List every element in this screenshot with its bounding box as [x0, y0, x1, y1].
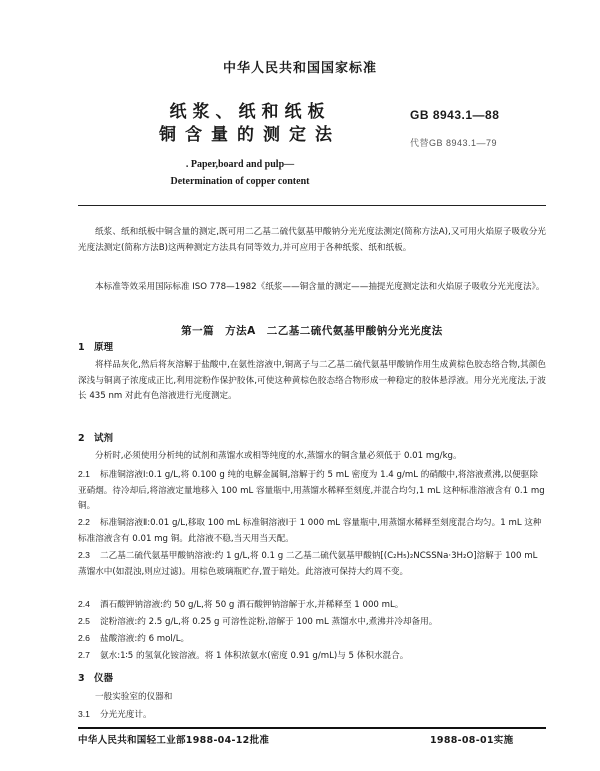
intro-paragraph-1: 纸浆、纸和纸板中铜含量的测定,既可用二乙基二硫代氨基甲酸钠分光光度法测定(简称方法A),又可用火焰原子吸收分光光度法测定(简称方法B)这两种测定方法具有同等效力,并可应用于各种纸浆、纸和纸板。 [78, 227, 546, 253]
title-line-2: 铜含量的测定法 [159, 125, 341, 145]
list-item [78, 548, 546, 580]
list-item [78, 648, 546, 665]
intro-paragraph-2: 本标准等效采用国际标准 ISO 778—1982《纸浆——铜含量的测定——抽提光度测定法和火焰原子吸收分光光度法》。 [95, 282, 545, 292]
header-divider [78, 205, 546, 206]
item-text: 二乙基二硫代氨基甲酸钠溶液:约 1 g/L,将 0.1 g 二乙基二硫代氨基甲酸钠[(C₂H₅)₂NCSSNa·3H₂O]溶解于 100 mL 蒸馏水中(如混浊,则应过滤)。用棕色玻璃瓶贮存,置于暗处。此溶液可保持大约周不变。 [78, 551, 538, 577]
section-2-intro: 分析时,必须使用分析纯的试剂和蒸馏水或相等纯度的水,蒸馏水的铜含量必须低于 0.01 mg/kg。 [95, 451, 462, 461]
english-title-line-2: Determination of copper content [170, 176, 310, 187]
section-3-intro: 一般实验室的仪器和 [95, 692, 173, 702]
section-1-heading [78, 339, 113, 353]
standard-body-title: 中华人民共和国国家标准 [222, 61, 377, 76]
english-title [120, 156, 360, 190]
list-item [78, 707, 546, 724]
item-number: 2.1 [78, 469, 90, 479]
item-text: 淀粉溶液:约 2.5 g/L,将 0.25 g 可溶性淀粉,溶解于 100 mL 蒸馏水中,煮沸并冷却备用。 [100, 617, 438, 627]
section-number: 1 [78, 342, 85, 353]
title-line-1: 纸浆、纸和纸板 [169, 102, 331, 122]
item-text: 氨水:1∶5 的氢氧化铵溶液。将 1 体积浓氨水(密度 0.91 g/mL)与 5 体积水混合。 [100, 651, 409, 661]
section-title: 原理 [93, 342, 113, 353]
item-text: 标准铜溶液Ⅱ:0.01 g/L,移取 100 mL 标准铜溶液Ⅰ于 1 000 mL 容量瓶中,用蒸馏水稀释至刻度混合均匀。1 mL 这种标准溶液含有 0.01 mg 铜。此溶液不稳,当天用当天配。 [78, 518, 542, 544]
standard-number: GB 8943.1—88 [410, 108, 500, 122]
section-title: 仪器 [93, 673, 113, 684]
section-number: 2 [78, 433, 85, 444]
item-number: 2.3 [78, 550, 90, 560]
section-number: 3 [78, 673, 85, 684]
item-number: 2.5 [78, 616, 90, 626]
part-heading: 第一篇 方法A 二乙基二硫代氨基甲酸钠分光光度法 [181, 325, 443, 337]
item-text: 盐酸溶液:约 6 mol/L。 [100, 634, 190, 644]
section-title: 试剂 [93, 433, 113, 444]
item-number: 2.4 [78, 599, 90, 609]
implementation-date: 1988-08-01实施 [430, 735, 514, 746]
item-text: 分光光度计。 [100, 710, 152, 720]
item-number: 2.6 [78, 633, 90, 643]
item-number: 2.7 [78, 650, 90, 660]
section-1-text: 将样品灰化,然后将灰溶解于盐酸中,在氨性溶液中,铜离子与二乙基二硫代氨基甲酸钠作用生成黄棕色胶态络合物,其颜色深浅与铜离子浓度成正比,利用淀粉作保护胶体,可使这种黄棕色胶态络合物形成一种稳定的胶体悬浮液。用分光光度法,于波长 435 nm 对此有色溶液进行光度测定。 [78, 360, 546, 401]
item-number: 3.1 [78, 709, 90, 719]
list-item [78, 467, 546, 515]
approval-note: 中华人民共和国轻工业部1988-04-12批准 [78, 735, 270, 746]
section-3-heading [78, 670, 113, 684]
english-title-line-1: . Paper,board and pulp— [185, 159, 295, 170]
section-2-heading [78, 430, 113, 444]
item-text: 标准铜溶液Ⅰ:0.1 g/L,将 0.100 g 纯的电解金属铜,溶解于约 5 mL 密度为 1.4 g/mL 的硝酸中,将溶液煮沸,以便驱除亚硝烟。待冷却后,将溶液定量地移入 100 mL 容量瓶中,用蒸馏水稀释至刻度,并混合均匀,1 mL 这种标准溶液含有 0.1 mg 铜。 [78, 470, 545, 511]
list-item [78, 597, 546, 614]
item-text: 酒石酸钾钠溶液:约 50 g/L,将 50 g 酒石酸钾钠溶解于水,并稀释至 1 000 mL。 [100, 600, 404, 610]
replaces-note: 代替GB 8943.1—79 [410, 138, 498, 148]
document-title [130, 101, 370, 147]
list-item [78, 631, 546, 648]
item-number: 2.2 [78, 517, 90, 527]
list-item [78, 515, 546, 547]
list-item [78, 614, 546, 631]
footer-divider [78, 727, 546, 729]
